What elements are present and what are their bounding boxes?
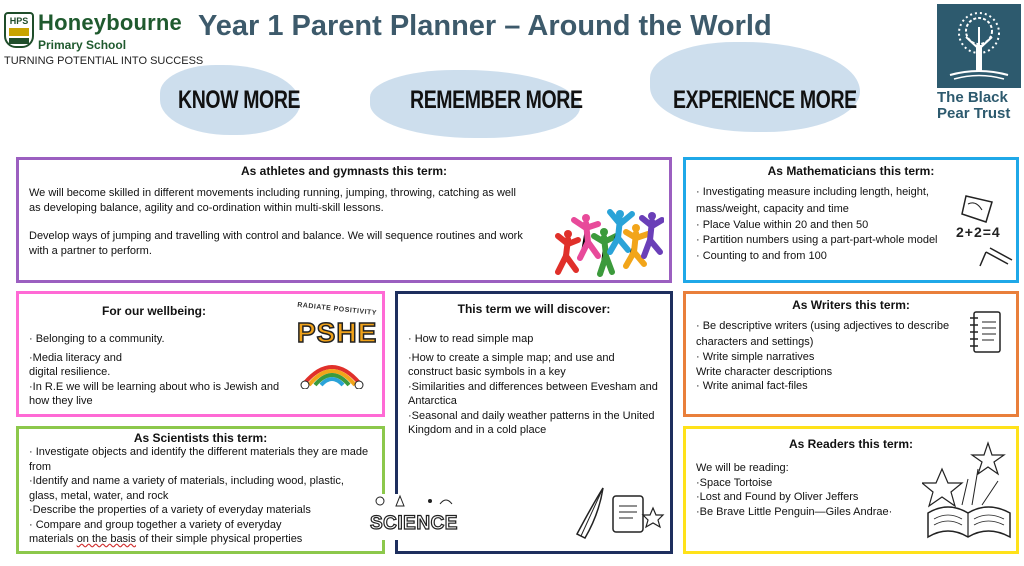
school-motto: TURNING POTENTIAL INTO SUCCESS bbox=[4, 55, 204, 67]
writers-item: · Write simple narratives bbox=[696, 351, 815, 363]
school-crest-logo bbox=[4, 12, 34, 48]
wellbeing-panel bbox=[16, 291, 385, 417]
readers-heading: As Readers this term: bbox=[788, 437, 914, 451]
science-last-pre: materials bbox=[29, 533, 77, 545]
science-item: · Compare and group together a variety of everyday bbox=[29, 518, 282, 531]
writers-heading: As Writers this term: bbox=[792, 298, 910, 312]
readers-item: ·Be Brave Little Penguin—Giles Andrae· bbox=[696, 505, 893, 518]
banner-remember-more: REMEMBER MORE bbox=[410, 86, 583, 114]
science-item: · Investigate objects and identify the different materials they are made from bbox=[29, 446, 369, 473]
maths-item: · Partition numbers using a part-part-whole model bbox=[696, 233, 938, 246]
wellbeing-item: · Belonging to a community. bbox=[29, 333, 165, 345]
readers-item: ·Lost and Found by Oliver Jeffers bbox=[696, 491, 859, 503]
discover-item: ·Seasonal and daily weather patterns in the United Kingdom and in a cold place bbox=[408, 409, 655, 436]
science-badge-text: SCIENCE bbox=[370, 513, 458, 534]
science-badge bbox=[370, 494, 462, 540]
school-name: Honeybourne bbox=[38, 10, 182, 35]
athletes-para2: Develop ways of jumping and travelling with control and balance. We will sequence routines and work with a partner to perform. bbox=[29, 230, 523, 257]
crest-stripe bbox=[9, 28, 29, 36]
maths-item: · Investigating measure including length, height, mass/weight, capacity and time bbox=[696, 186, 929, 215]
equation-text: 2+2=4 bbox=[956, 224, 1001, 240]
maths-item: · Counting to and from 100 bbox=[696, 250, 827, 262]
rainbow-icon bbox=[297, 349, 367, 389]
science-heading: As Scientists this term: bbox=[133, 431, 268, 445]
science-item: ·Identify and name a variety of materials, including wood, plastic, glass, metal, water, and rock bbox=[29, 475, 344, 502]
tree-icon bbox=[944, 9, 1014, 83]
notebook-icon bbox=[966, 308, 1006, 358]
science-list bbox=[29, 445, 374, 547]
banner-know-more: KNOW MORE bbox=[178, 86, 301, 114]
school-subtitle: Primary School bbox=[38, 38, 127, 52]
pshe-badge bbox=[296, 301, 379, 406]
science-panel bbox=[16, 426, 385, 554]
athletes-heading: As athletes and gymnasts this term: bbox=[240, 164, 448, 178]
writers-item: · Write animal fact-files bbox=[696, 380, 808, 392]
crest-abbrev: HPS bbox=[9, 16, 29, 26]
discover-heading: This term we will discover: bbox=[457, 302, 611, 316]
science-item: ·Describe the properties of a variety of everyday materials bbox=[29, 504, 311, 516]
trust-tree-logo bbox=[937, 4, 1021, 88]
maths-item: · Place Value within 20 and then 50 bbox=[696, 219, 869, 231]
maths-heading: As Mathematicians this term: bbox=[767, 164, 935, 178]
dancers-icon bbox=[554, 206, 664, 278]
science-item-last bbox=[29, 532, 374, 547]
trust-name-line2: Pear Trust bbox=[937, 105, 1011, 122]
maths-panel bbox=[683, 157, 1019, 283]
writers-panel bbox=[683, 291, 1019, 417]
quill-scroll-icon bbox=[573, 484, 668, 544]
science-last-wavy: on the basis bbox=[76, 533, 137, 545]
wellbeing-item: ·Media literacy and bbox=[29, 351, 122, 364]
banner-experience-more: EXPERIENCE MORE bbox=[673, 86, 857, 114]
writers-list bbox=[696, 318, 966, 394]
pshe-badge-tagline: RADIATE POSITIVITY bbox=[296, 301, 378, 318]
readers-intro: We will be reading: bbox=[696, 462, 789, 474]
writers-item: Write character descriptions bbox=[696, 365, 833, 378]
trust-name bbox=[937, 90, 1010, 122]
readers-panel bbox=[683, 426, 1019, 554]
trust-name-line1: The Black bbox=[937, 89, 1008, 106]
maths-list bbox=[696, 184, 951, 264]
crest-stripe-lower bbox=[9, 38, 29, 44]
athletes-para1: We will become skilled in different movements including running, jumping, throwing, catching as well as developing balance, agility and co-ordination within multi-skill lessons. bbox=[29, 187, 516, 214]
athletes-panel bbox=[16, 157, 672, 283]
discover-item: · How to read simple map bbox=[408, 333, 534, 345]
discover-item: ·Similarities and differences between Evesham and Antarctica bbox=[408, 380, 658, 407]
readers-item: ·Space Tortoise bbox=[696, 476, 773, 489]
wellbeing-item: ·In R.E we will be learning about who is Jewish and how they live bbox=[29, 380, 280, 407]
wellbeing-item: digital resilience. bbox=[29, 366, 111, 378]
writers-item: · Be descriptive writers (using adjectives to describe characters and settings) bbox=[696, 320, 950, 348]
science-doodles-icon bbox=[370, 494, 462, 508]
discover-list bbox=[408, 332, 660, 438]
page-title: Year 1 Parent Planner – Around the World bbox=[198, 10, 772, 42]
wellbeing-list bbox=[29, 332, 289, 409]
wellbeing-heading: For our wellbeing: bbox=[102, 304, 206, 318]
science-last-post: of their simple physical properties bbox=[136, 533, 303, 545]
discover-item: ·How to create a simple map; and use and construct basic symbols in a key bbox=[408, 351, 615, 378]
open-book-icon bbox=[922, 439, 1016, 547]
pshe-badge-title: PSHE bbox=[297, 317, 378, 348]
